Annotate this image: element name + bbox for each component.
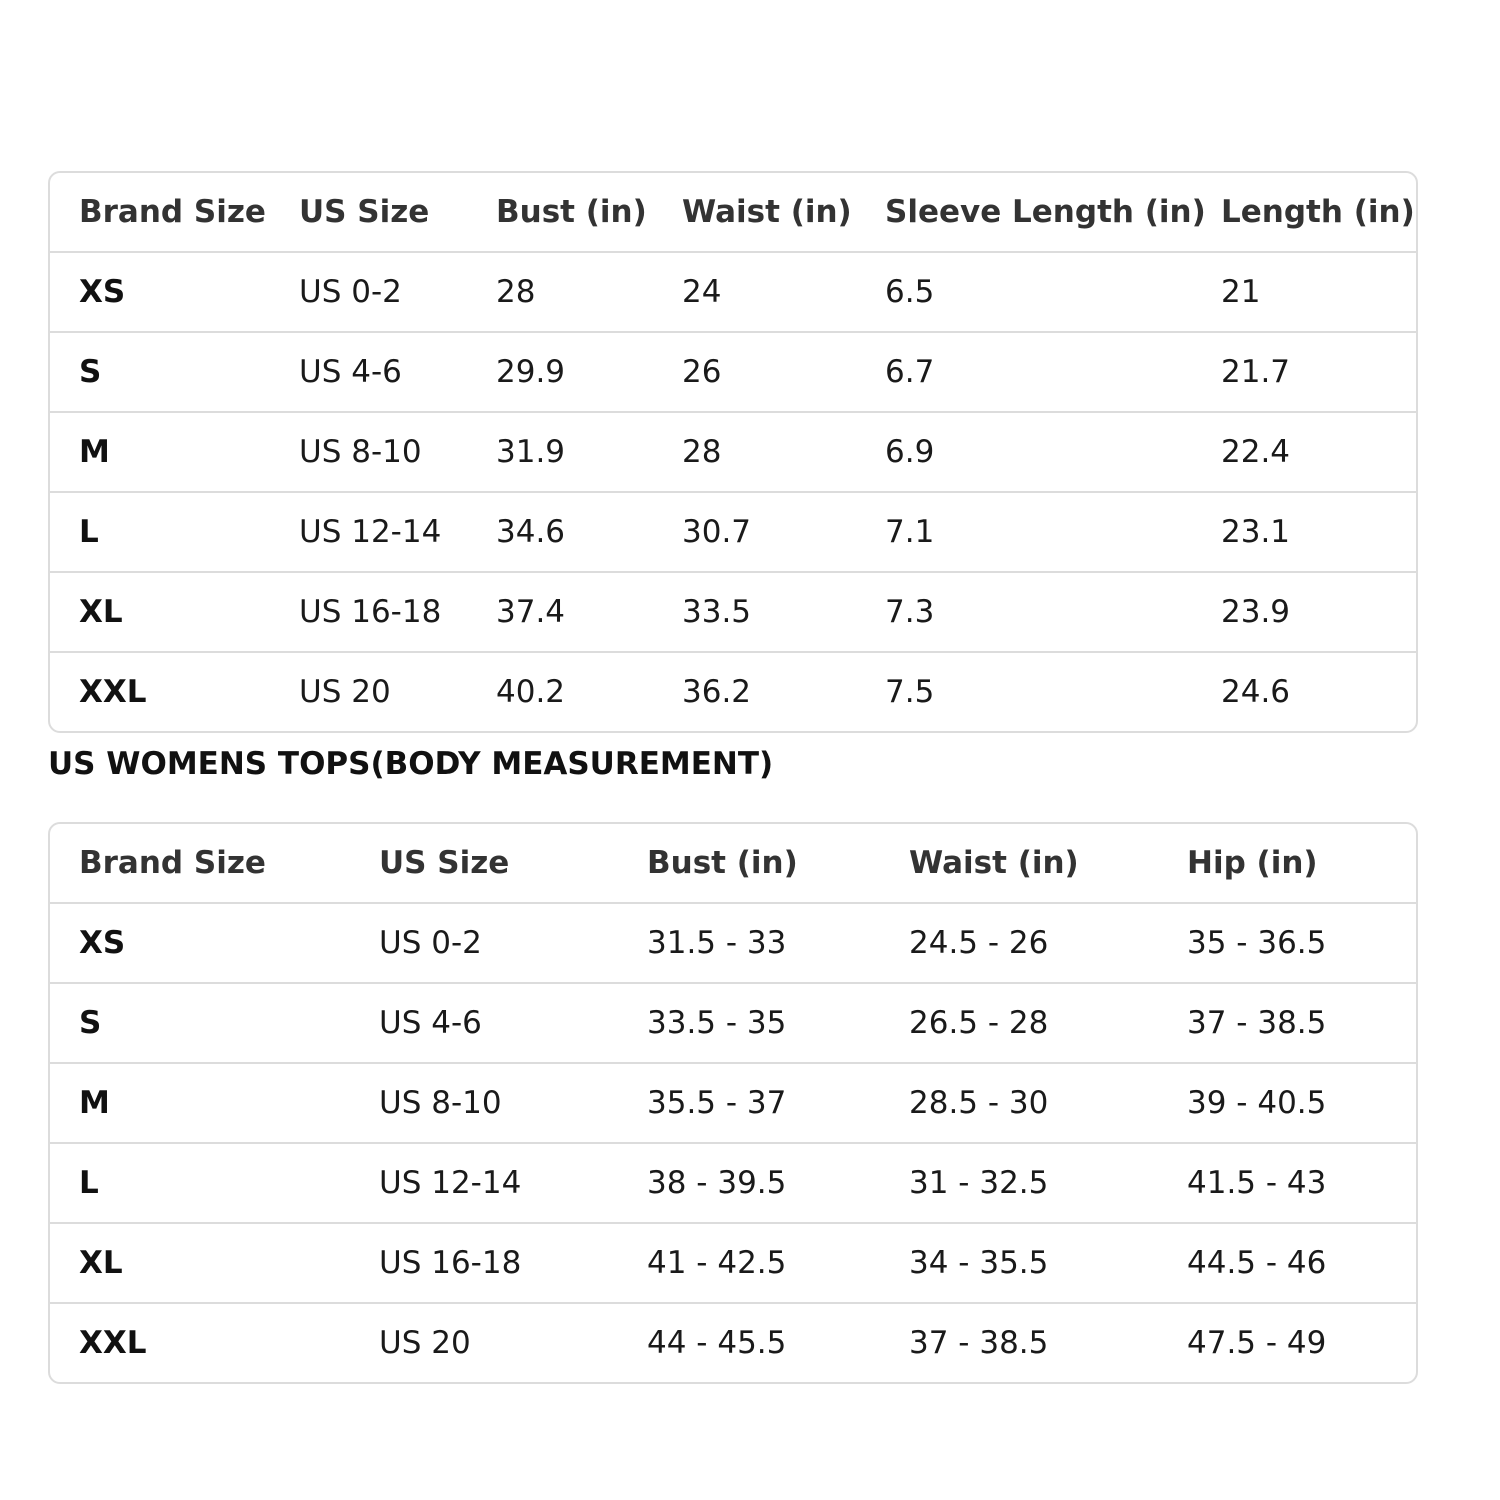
table-row (50, 333, 1416, 413)
hip-cell: 39 - 40.5 (1187, 1085, 1327, 1121)
bust-cell: 37.4 (496, 594, 566, 630)
bust-cell: 31.9 (496, 434, 566, 470)
bust-cell: 41 - 42.5 (647, 1245, 787, 1281)
body-measurement-table (48, 822, 1418, 1384)
hip-cell: 41.5 - 43 (1187, 1165, 1327, 1201)
us-size-cell: US 20 (379, 1325, 471, 1361)
table-row (50, 493, 1416, 573)
us-size-cell: US 12-14 (379, 1165, 522, 1201)
us-size-cell: US 4-6 (299, 354, 402, 390)
brand-size-cell: XL (79, 594, 123, 630)
length-cell: 22.4 (1221, 434, 1291, 470)
header-sleeve-length: Sleeve Length (in) (885, 194, 1206, 230)
header-bust: Bust (in) (496, 194, 647, 230)
table-row (50, 1304, 1416, 1382)
table-row (50, 253, 1416, 333)
length-cell: 21 (1221, 274, 1261, 310)
header-waist: Waist (in) (909, 845, 1079, 881)
bust-cell: 40.2 (496, 674, 566, 710)
us-size-cell: US 4-6 (379, 1005, 482, 1041)
bust-cell: 44 - 45.5 (647, 1325, 787, 1361)
us-size-cell: US 20 (299, 674, 391, 710)
bust-cell: 33.5 - 35 (647, 1005, 787, 1041)
table-row (50, 1144, 1416, 1224)
waist-cell: 28 (682, 434, 722, 470)
hip-cell: 44.5 - 46 (1187, 1245, 1327, 1281)
brand-size-cell: XXL (79, 1325, 147, 1361)
header-us-size: US Size (299, 194, 430, 230)
waist-cell: 30.7 (682, 514, 752, 550)
brand-size-cell: XL (79, 1245, 123, 1281)
brand-size-cell: M (79, 1085, 110, 1121)
header-brand-size: Brand Size (79, 194, 266, 230)
us-size-cell: US 0-2 (299, 274, 402, 310)
bust-cell: 35.5 - 37 (647, 1085, 787, 1121)
us-size-cell: US 12-14 (299, 514, 442, 550)
brand-size-cell: L (79, 514, 99, 550)
waist-cell: 24.5 - 26 (909, 925, 1049, 961)
header-length: Length (in) (1221, 194, 1415, 230)
us-size-cell: US 16-18 (299, 594, 442, 630)
table-row (50, 573, 1416, 653)
length-cell: 23.1 (1221, 514, 1291, 550)
waist-cell: 33.5 (682, 594, 752, 630)
waist-cell: 36.2 (682, 674, 752, 710)
hip-cell: 35 - 36.5 (1187, 925, 1327, 961)
hip-cell: 37 - 38.5 (1187, 1005, 1327, 1041)
length-cell: 24.6 (1221, 674, 1291, 710)
brand-size-cell: XS (79, 925, 126, 961)
sleeve-length-cell: 6.7 (885, 354, 935, 390)
sleeve-length-cell: 6.9 (885, 434, 935, 470)
sleeve-length-cell: 7.3 (885, 594, 935, 630)
waist-cell: 31 - 32.5 (909, 1165, 1049, 1201)
waist-cell: 28.5 - 30 (909, 1085, 1049, 1121)
header-waist: Waist (in) (682, 194, 852, 230)
brand-size-cell: XXL (79, 674, 147, 710)
hip-cell: 47.5 - 49 (1187, 1325, 1327, 1361)
table-row (50, 413, 1416, 493)
waist-cell: 37 - 38.5 (909, 1325, 1049, 1361)
header-brand-size: Brand Size (79, 845, 266, 881)
bust-cell: 38 - 39.5 (647, 1165, 787, 1201)
table-header-row (50, 173, 1416, 253)
us-size-cell: US 16-18 (379, 1245, 522, 1281)
length-cell: 23.9 (1221, 594, 1291, 630)
waist-cell: 24 (682, 274, 722, 310)
brand-size-cell: S (79, 1005, 102, 1041)
us-size-cell: US 0-2 (379, 925, 482, 961)
length-cell: 21.7 (1221, 354, 1291, 390)
bust-cell: 34.6 (496, 514, 566, 550)
bust-cell: 31.5 - 33 (647, 925, 787, 961)
table-header-row (50, 824, 1416, 904)
waist-cell: 26.5 - 28 (909, 1005, 1049, 1041)
waist-cell: 34 - 35.5 (909, 1245, 1049, 1281)
brand-size-cell: XS (79, 274, 126, 310)
sleeve-length-cell: 7.5 (885, 674, 935, 710)
table-row (50, 984, 1416, 1064)
table-row (50, 653, 1416, 731)
brand-size-cell: M (79, 434, 110, 470)
bust-cell: 29.9 (496, 354, 566, 390)
header-us-size: US Size (379, 845, 510, 881)
header-hip: Hip (in) (1187, 845, 1318, 881)
header-bust: Bust (in) (647, 845, 798, 881)
brand-size-cell: S (79, 354, 102, 390)
table-row (50, 1224, 1416, 1304)
us-size-cell: US 8-10 (299, 434, 422, 470)
sleeve-length-cell: 7.1 (885, 514, 935, 550)
brand-size-cell: L (79, 1165, 99, 1201)
bust-cell: 28 (496, 274, 536, 310)
us-size-cell: US 8-10 (379, 1085, 502, 1121)
table-row (50, 904, 1416, 984)
sleeve-length-cell: 6.5 (885, 274, 935, 310)
table-row (50, 1064, 1416, 1144)
body-measurement-title: US WOMENS TOPS(BODY MEASUREMENT) (48, 746, 774, 782)
waist-cell: 26 (682, 354, 722, 390)
garment-size-table (48, 171, 1418, 733)
